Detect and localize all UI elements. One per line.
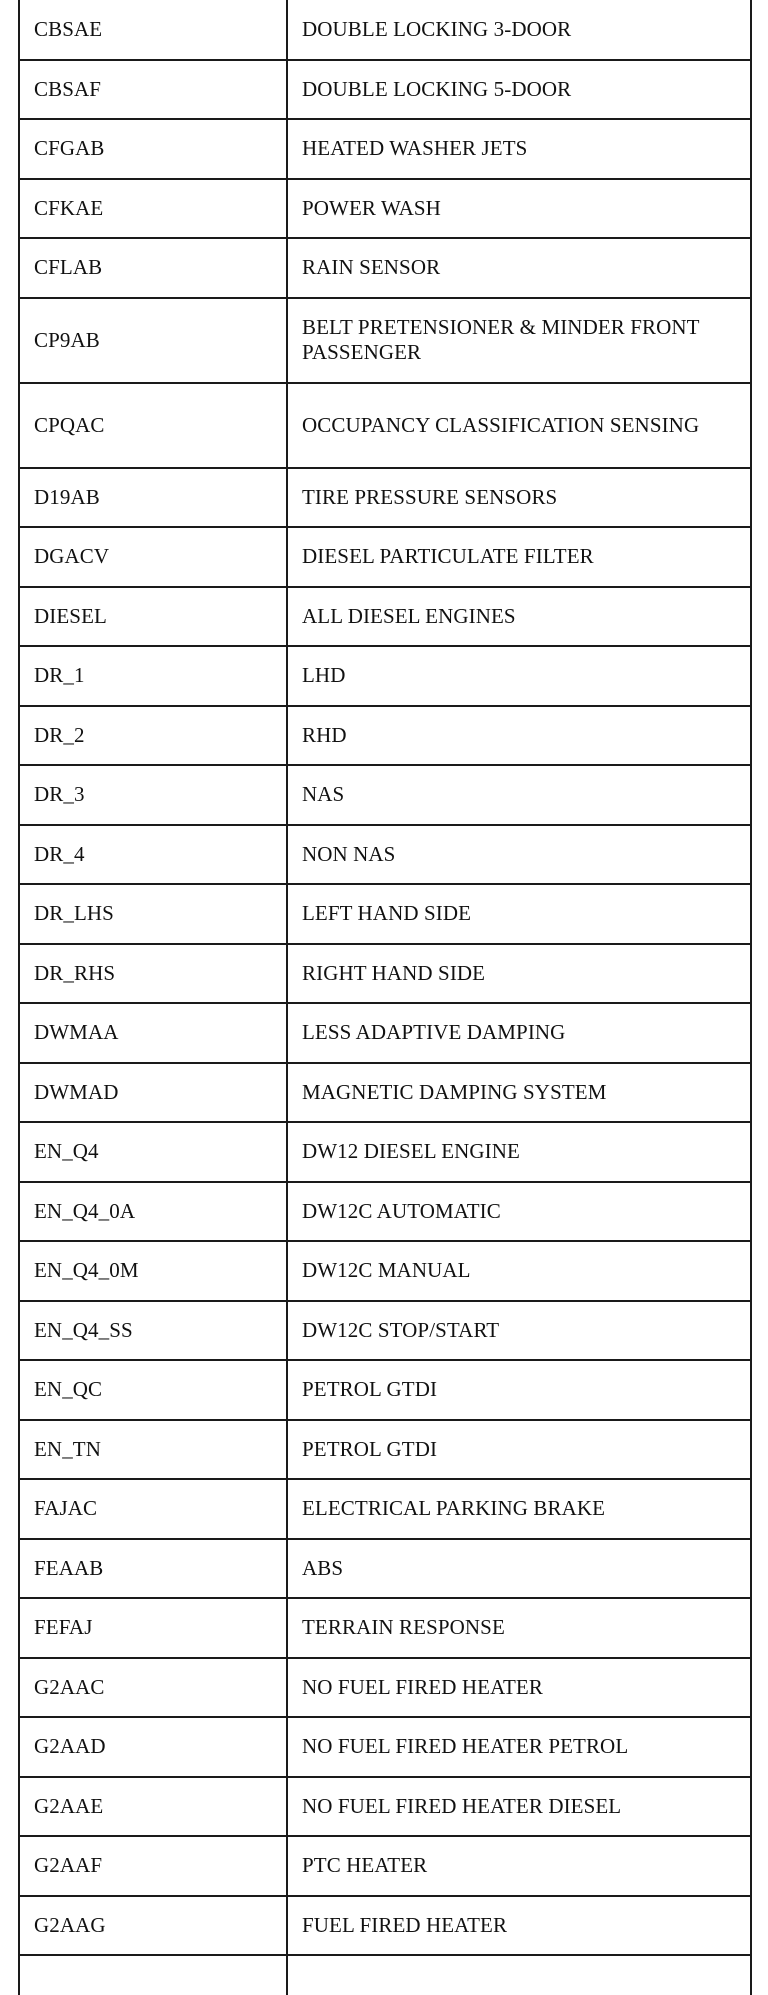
description-cell: NO FUEL FIRED HEATER: [287, 1658, 751, 1718]
description-cell: NO FUEL FIRED HEATER PETROL: [287, 1717, 751, 1777]
description-cell: LESS ADAPTIVE DAMPING: [287, 1003, 751, 1063]
description-cell: ALL DIESEL ENGINES: [287, 587, 751, 647]
table-row: [19, 1420, 751, 1480]
code-cell: EN_TN: [19, 1420, 287, 1480]
description-cell: [287, 1955, 751, 1995]
table-row: [19, 1479, 751, 1539]
table-row: [19, 706, 751, 766]
feature-code-table: [18, 0, 752, 1995]
description-cell: DIESEL PARTICULATE FILTER: [287, 527, 751, 587]
code-cell: DIESEL: [19, 587, 287, 647]
description-cell: ABS: [287, 1539, 751, 1599]
table-row: [19, 238, 751, 298]
description-cell: RAIN SENSOR: [287, 238, 751, 298]
table-row: [19, 1063, 751, 1123]
description-cell: PTC HEATER: [287, 1836, 751, 1896]
code-cell: G2AAE: [19, 1777, 287, 1837]
table-row: [19, 1955, 751, 1995]
description-cell: LEFT HAND SIDE: [287, 884, 751, 944]
code-cell: DGACV: [19, 527, 287, 587]
code-cell: EN_Q4_SS: [19, 1301, 287, 1361]
table-row: [19, 587, 751, 647]
code-cell: DWMAA: [19, 1003, 287, 1063]
code-cell: DR_2: [19, 706, 287, 766]
code-cell: DR_RHS: [19, 944, 287, 1004]
description-cell: DOUBLE LOCKING 5-DOOR: [287, 60, 751, 120]
table-row: [19, 119, 751, 179]
table-row: [19, 527, 751, 587]
description-cell: DW12C MANUAL: [287, 1241, 751, 1301]
description-cell: FUEL FIRED HEATER: [287, 1896, 751, 1956]
code-cell: G2AAF: [19, 1836, 287, 1896]
table-body: [19, 0, 751, 1995]
description-cell: PETROL GTDI: [287, 1360, 751, 1420]
table-row: [19, 1777, 751, 1837]
table-row: [19, 884, 751, 944]
table-row: [19, 1896, 751, 1956]
code-cell: G2AAD: [19, 1717, 287, 1777]
description-cell: POWER WASH: [287, 179, 751, 239]
code-cell: CBSAF: [19, 60, 287, 120]
description-cell: OCCUPANCY CLASSIFICATION SENSING: [287, 383, 751, 468]
table-row: [19, 1360, 751, 1420]
description-cell: TIRE PRESSURE SENSORS: [287, 468, 751, 528]
code-cell: CBSAE: [19, 0, 287, 60]
code-cell: G2AAC: [19, 1658, 287, 1718]
table-row: [19, 765, 751, 825]
table-row: [19, 1717, 751, 1777]
description-cell: RHD: [287, 706, 751, 766]
code-cell: CFKAE: [19, 179, 287, 239]
table-row: [19, 0, 751, 60]
table-row: [19, 944, 751, 1004]
code-cell: EN_QC: [19, 1360, 287, 1420]
table-row: [19, 1301, 751, 1361]
description-cell: BELT PRETENSIONER & MINDER FRONT PASSENGER: [287, 298, 751, 383]
description-cell: DW12 DIESEL ENGINE: [287, 1122, 751, 1182]
code-cell: [19, 1955, 287, 1995]
table-row: [19, 1003, 751, 1063]
code-cell: DR_1: [19, 646, 287, 706]
code-cell: CP9AB: [19, 298, 287, 383]
table-row: [19, 1658, 751, 1718]
description-cell: DOUBLE LOCKING 3-DOOR: [287, 0, 751, 60]
description-cell: LHD: [287, 646, 751, 706]
code-cell: DR_LHS: [19, 884, 287, 944]
table-row: [19, 825, 751, 885]
description-cell: TERRAIN RESPONSE: [287, 1598, 751, 1658]
code-cell: EN_Q4_0M: [19, 1241, 287, 1301]
code-cell: DWMAD: [19, 1063, 287, 1123]
table-row: [19, 646, 751, 706]
code-cell: FEFAJ: [19, 1598, 287, 1658]
code-cell: EN_Q4_0A: [19, 1182, 287, 1242]
code-cell: FAJAC: [19, 1479, 287, 1539]
table-row: [19, 1182, 751, 1242]
code-cell: D19AB: [19, 468, 287, 528]
table-row: [19, 1836, 751, 1896]
table-row: [19, 60, 751, 120]
table-row: [19, 179, 751, 239]
code-cell: DR_4: [19, 825, 287, 885]
description-cell: HEATED WASHER JETS: [287, 119, 751, 179]
description-cell: DW12C STOP/START: [287, 1301, 751, 1361]
table-row: [19, 1598, 751, 1658]
code-cell: CPQAC: [19, 383, 287, 468]
code-cell: CFGAB: [19, 119, 287, 179]
table-row: [19, 1241, 751, 1301]
description-cell: ELECTRICAL PARKING BRAKE: [287, 1479, 751, 1539]
code-cell: DR_3: [19, 765, 287, 825]
table-row: [19, 298, 751, 383]
code-cell: FEAAB: [19, 1539, 287, 1599]
table-row: [19, 468, 751, 528]
table-row: [19, 383, 751, 468]
table-row: [19, 1122, 751, 1182]
code-cell: CFLAB: [19, 238, 287, 298]
description-cell: PETROL GTDI: [287, 1420, 751, 1480]
description-cell: DW12C AUTOMATIC: [287, 1182, 751, 1242]
description-cell: RIGHT HAND SIDE: [287, 944, 751, 1004]
description-cell: NON NAS: [287, 825, 751, 885]
description-cell: MAGNETIC DAMPING SYSTEM: [287, 1063, 751, 1123]
code-cell: G2AAG: [19, 1896, 287, 1956]
description-cell: NO FUEL FIRED HEATER DIESEL: [287, 1777, 751, 1837]
table-row: [19, 1539, 751, 1599]
code-cell: EN_Q4: [19, 1122, 287, 1182]
description-cell: NAS: [287, 765, 751, 825]
